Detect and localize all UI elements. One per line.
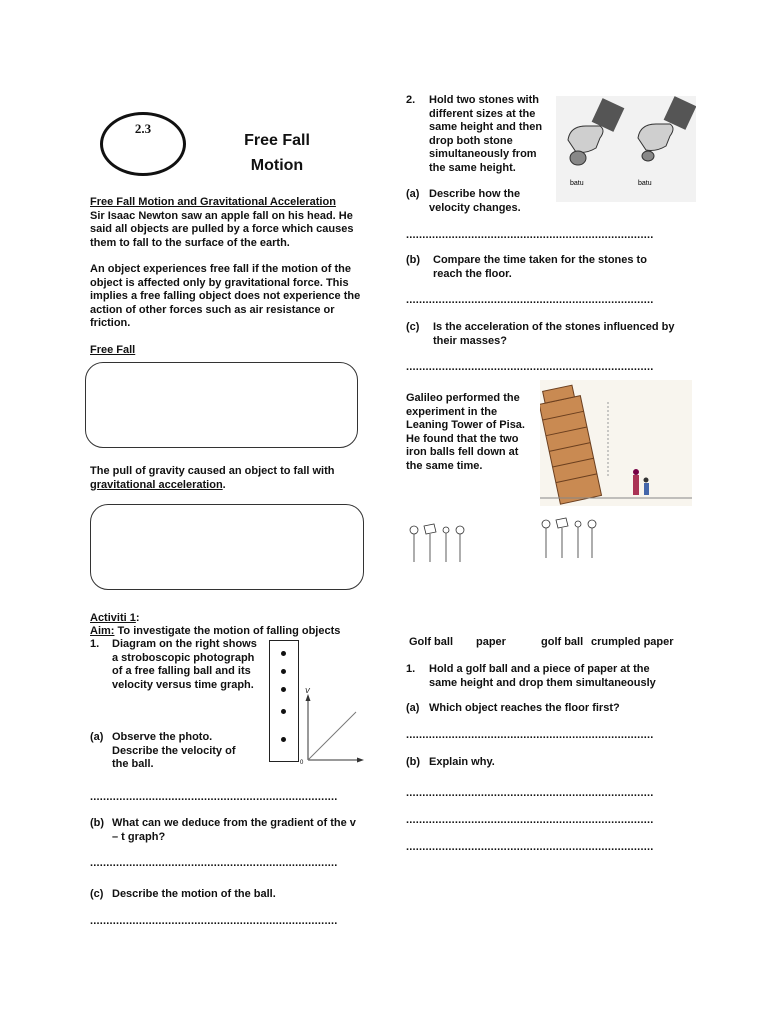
paper-icon-2 — [556, 518, 568, 528]
q2c-label: (c) — [406, 321, 420, 333]
leaning-tower-photo — [540, 380, 692, 506]
answer-line-qa[interactable]: ............................................................................ — [90, 791, 338, 803]
aim-label: Aim: — [90, 625, 115, 637]
stones-photo — [556, 96, 696, 202]
pull-text-end: . — [222, 478, 226, 491]
answer-line-q2c[interactable]: ............................................................................ — [406, 361, 654, 373]
velocity-line — [308, 712, 356, 760]
caption-golf-ball-2: golf ball — [541, 636, 584, 648]
q1-number: 1. — [90, 638, 100, 650]
aim-line — [90, 625, 380, 639]
free-fall-label: Free Fall — [90, 344, 136, 356]
aim-text: To investigate the motion of falling objects — [114, 625, 341, 637]
section-oval — [100, 112, 186, 176]
person-head-2 — [644, 478, 649, 483]
r1a-label: (a) — [406, 702, 420, 714]
qb-label: (b) — [90, 817, 105, 829]
person-body-2 — [644, 483, 649, 495]
gravitational-acceleration-answer-box[interactable] — [90, 504, 364, 590]
answer-line-q2b[interactable]: ............................................................................ — [406, 294, 654, 306]
page-title-line1: Free Fall — [244, 132, 310, 149]
stone-label-right: batu — [638, 180, 652, 187]
golf-ball-icon — [410, 526, 418, 534]
activity-title-text: Activiti 1 — [90, 612, 136, 624]
answer-line-r1b-1[interactable]: ............................................................................ — [406, 787, 654, 799]
answer-line-qc[interactable]: ............................................................................ — [90, 915, 338, 927]
answer-line-q2a[interactable]: ............................................................................ — [406, 229, 654, 241]
small-ball-icon — [443, 527, 449, 533]
pull-of-gravity-text — [90, 465, 362, 492]
answer-line-qb[interactable]: ............................................................................ — [90, 857, 338, 869]
person-head-1 — [633, 469, 639, 475]
q2a-text: Describe how the velocity changes. — [429, 188, 521, 214]
small-stone — [642, 151, 654, 161]
ball-position-1 — [281, 651, 286, 656]
r1-text: Hold a golf ball and a piece of paper at the same height and drop them simultaneously — [429, 663, 656, 689]
intro-heading: Free Fall Motion and Gravitational Acceleration — [90, 196, 336, 208]
page-title — [222, 128, 332, 178]
qb-text: What can we deduce from the gradient of the v – t graph? — [112, 817, 356, 843]
ball-position-5 — [281, 737, 286, 742]
person-body-1 — [633, 475, 639, 495]
r1b-text: Explain why. — [429, 756, 495, 768]
intro-text: Sir Isaac Newton saw an apple fall on his head. He said all objects are pulled by a force which causes them to fall to the surface of the earth. — [90, 209, 354, 249]
free-fall-definition: An object experiences free fall if the motion of the object is affected only by gravitational force. This implies a free falling object does not experience the action of other forces such as air resistance or friction. — [90, 263, 361, 329]
ball-position-2 — [281, 669, 286, 674]
q2b-text: Compare the time taken for the stones to reach the floor. — [433, 254, 647, 280]
q2-number: 2. — [406, 94, 416, 106]
free-fall-answer-box[interactable] — [85, 362, 358, 448]
stroboscopic-photo — [269, 640, 299, 762]
small-ball-icon-2 — [575, 521, 581, 527]
qc-text: Describe the motion of the ball. — [112, 888, 276, 900]
section-number: 2.3 — [134, 121, 152, 136]
qc-label: (c) — [90, 888, 104, 900]
caption-crumpled-paper: crumpled paper — [591, 636, 674, 648]
q2c-text: Is the acceleration of the stones influenced by their masses? — [433, 321, 675, 347]
origin-label: 0 — [300, 760, 304, 766]
q2-text: Hold two stones with different sizes at the same height and then drop both stone simultaneously from the same height. — [429, 94, 543, 174]
ball-position-3 — [281, 687, 286, 692]
answer-line-r1b-3[interactable]: ............................................................................ — [406, 841, 654, 853]
caption-golf-ball-1: Golf ball — [409, 636, 453, 648]
crumpled-paper-icon — [456, 526, 464, 534]
qa-label: (a) — [90, 731, 104, 743]
paper-icon — [424, 524, 436, 534]
intro-block — [90, 196, 362, 250]
q1-text: Diagram on the right shows a stroboscopic photograph of a free falling ball and its velocity versus time graph. — [112, 638, 257, 691]
caption-paper-1: paper — [476, 636, 506, 648]
q2a-label: (a) — [406, 188, 420, 200]
pull-text-underlined: gravitational acceleration — [90, 478, 223, 491]
t-axis-arrow-icon — [357, 758, 364, 763]
pull-text-start: The pull of gravity caused an object to fall with — [90, 465, 335, 477]
activity-colon: : — [135, 612, 140, 624]
falling-objects-diagram-2 — [538, 514, 648, 614]
velocity-time-graph — [298, 684, 368, 766]
r1a-text: Which object reaches the floor first? — [429, 702, 620, 714]
v-axis-arrow-icon — [306, 694, 311, 701]
activity-title — [90, 612, 140, 626]
large-stone — [570, 151, 586, 165]
page-title-line2: Motion — [250, 157, 304, 174]
golf-ball-icon-2 — [542, 520, 550, 528]
r1-number: 1. — [406, 663, 416, 675]
answer-line-r1a[interactable]: ............................................................................ — [406, 729, 654, 741]
r1b-label: (b) — [406, 756, 421, 768]
crumpled-paper-icon-2 — [588, 520, 596, 528]
qa-text: Observe the photo. Describe the velocity of the ball. — [112, 731, 236, 770]
v-axis-label: V — [305, 688, 310, 695]
galileo-text: Galileo performed the experiment in the Leaning Tower of Pisa. He found that the two iron balls fell down at the same time. — [406, 392, 525, 472]
falling-objects-diagram-1 — [404, 520, 514, 620]
q2b-label: (b) — [406, 254, 421, 266]
stone-label-left: batu — [570, 180, 584, 187]
answer-line-r1b-2[interactable]: ............................................................................ — [406, 814, 654, 826]
ball-position-4 — [281, 709, 286, 714]
